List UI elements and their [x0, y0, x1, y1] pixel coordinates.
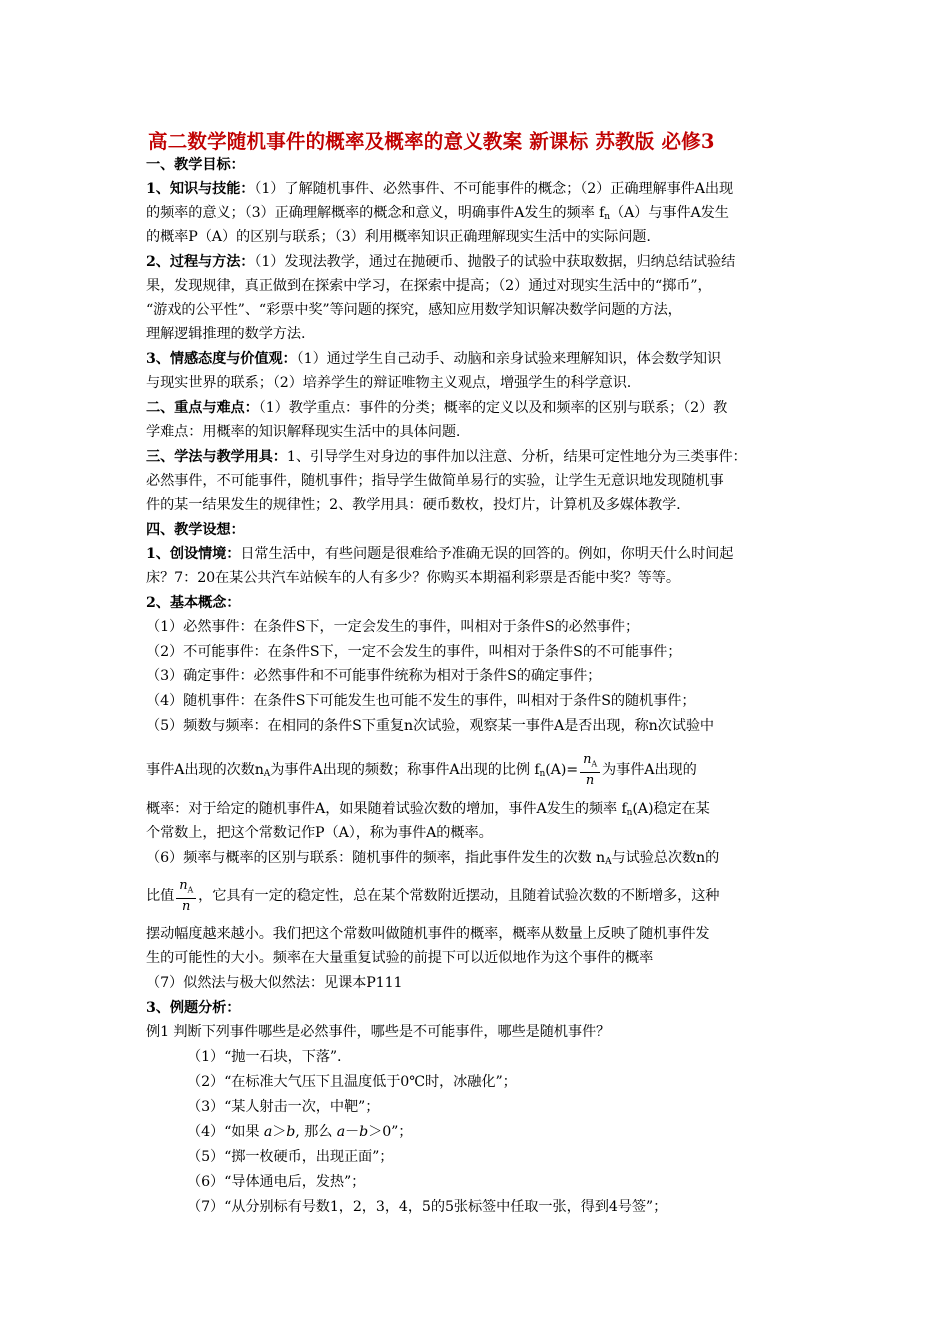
label-process-methods: 2、过程与方法： [146, 254, 255, 270]
concept-determined-event: （3）确定事件：必然事件和不可能事件统称为相对于条件S的确定事件； [146, 668, 602, 684]
text-line-with-fraction [146, 878, 814, 914]
example-item-1: （1）“抛一石块，下落”. [187, 1049, 342, 1065]
text-line: （1）发现法教学，通过在抛硬币、抛骰子的试验中获取数据，归纳总结试验结 [254, 254, 736, 270]
concept-random-event: （4）随机事件：在条件S下可能发生也可能不发生的事件，叫相对于条件S的随机事件； [146, 693, 696, 709]
text-line-part: ，它具有一定的稳定性，总在某个常数附近摆动，且随着试验次数的不断增多，这种 [198, 888, 720, 904]
subscript: A [263, 768, 271, 779]
section-heading-basic-concepts: 2、基本概念： [146, 595, 241, 611]
text-line-part: 的频率的意义；（3）正确理解概率的概念和意义，明确事件A发生的频率 f [146, 205, 605, 221]
text-line-part: （6）频率与概率的区别与联系：随机事件的频率，指此事件发生的次数 n [146, 850, 606, 866]
fraction-numerator [580, 752, 600, 773]
text-line-part: (A)= [545, 761, 579, 778]
paragraph-emotion-values [146, 347, 814, 371]
label-learning-tools: 三、学法与教学用具： [146, 449, 287, 465]
section-heading-examples: 3、例题分析： [146, 1000, 241, 1016]
text-line-part: 比值 [146, 888, 175, 904]
example-item-2: （2）“在标准大气压下且温度低于0℃时，冰融化”； [187, 1074, 517, 1090]
concept-frequency-vs-probability [146, 846, 814, 874]
document-title: 高二数学随机事件的概率及概率的意义教案 新课标 苏教版 必修3 [148, 130, 715, 153]
paragraph-scenario [146, 542, 814, 566]
example-item-4 [187, 1120, 855, 1144]
subscript: n [539, 768, 546, 779]
example-item-5: （5）“掷一枚硬币，出现正面”； [187, 1149, 394, 1165]
paragraph-knowledge-skills [146, 177, 814, 201]
concept-impossible-event: （2）不可能事件：在条件S下，一定不会发生的事件，叫相对于条件S的不可能事件； [146, 644, 682, 660]
text-part: ＞ [272, 1124, 287, 1140]
concept-likelihood: （7）似然法与极大似然法：见课本P111 [146, 975, 403, 991]
variable-b: b [286, 1124, 296, 1140]
text-line-part: 为事件A出现的频数；称事件A出现的比例 f [270, 761, 540, 778]
fraction-numerator-var: n [179, 878, 188, 894]
text-line: 摆动幅度越来越小。我们把这个常数叫做随机事件的概率，概率从数量上反映了随机事件发 [146, 926, 710, 942]
example-item-7: （7）“从分别标有号数1，2，3，4，5的5张标签中任取一张，得到4号签”； [187, 1199, 668, 1215]
text-part: , 那么 [295, 1124, 337, 1140]
subscript: n [626, 808, 633, 818]
fraction-numerator-var: n [583, 752, 592, 767]
label-key-points: 二、重点与难点： [146, 400, 259, 416]
subscript: A [605, 857, 612, 867]
concept-frequency: （5）频数与频率：在相同的条件S下重复n次试验，观察某一事件A是否出现，称n次试验中 [146, 718, 715, 734]
text-line: （1）教学重点：事件的分类；概率的定义以及和频率的区别与联系；（2）教 [258, 400, 728, 416]
label-scenario: 1、创设情境： [146, 546, 241, 562]
concept-certain-event: （1）必然事件：在条件S下，一定会发生的事件，叫相对于条件S的必然事件； [146, 619, 640, 635]
section-heading-teaching-ideas: 四、教学设想： [146, 522, 245, 538]
text-line: 床？7：20在某公共汽车站候车的人有多少？你购买本期福利彩票是否能中奖？等等。 [146, 570, 680, 586]
text-part: （4）“如果 [187, 1124, 264, 1140]
fraction-denominator: n [182, 898, 191, 914]
text-line-part: 为事件A出现的 [602, 761, 697, 778]
section-heading-objectives: 一、教学目标： [146, 157, 245, 173]
variable-a: a [336, 1124, 346, 1140]
text-line: “游戏的公平性”、“彩票中奖”等问题的探究，感知应用数学知识解决数学问题的方法， [146, 302, 682, 318]
text-line: 理解逻辑推理的数学方法. [146, 326, 306, 342]
fraction-nA-over-n [580, 752, 600, 786]
text-line: （1）了解随机事件、必然事件、不可能事件的概念；（2）正确理解事件A出现 [254, 181, 734, 197]
text-line-part: (A)稳定在某 [632, 801, 710, 817]
example-intro: 例1 判断下列事件哪些是必然事件，哪些是不可能事件，哪些是随机事件？ [146, 1024, 611, 1040]
fraction-nA-over-n [176, 878, 196, 914]
fraction-numerator [176, 878, 196, 899]
example-item-3: （3）“某人射击一次，中靶”； [187, 1099, 380, 1115]
paragraph-process-methods [146, 250, 814, 274]
paragraph-key-points [146, 396, 814, 420]
text-part: － [345, 1124, 360, 1140]
text-line-part: （A）与事件A发生 [609, 205, 729, 221]
variable-b: b [359, 1124, 369, 1140]
text-line: 生的可能性的大小。频率在大量重复试验的前提下可以近似地作为这个事件的概率 [146, 950, 654, 966]
paragraph-learning-tools [146, 445, 814, 469]
label-emotion-values: 3、情感态度与价值观： [146, 351, 297, 367]
fraction-denominator: n [585, 772, 595, 786]
text-line-part: 概率：对于给定的随机事件A，如果随着试验次数的增加，事件A发生的频率 f [146, 801, 627, 817]
variable-a: a [263, 1124, 273, 1140]
text-line: 果，发现规律，真正做到在探索中学习，在探索中提高；（2）通过对现实生活中的“掷币”， [146, 278, 712, 294]
text-line: （1）通过学生自己动手、动脑和亲身试验来理解知识，体会数学知识 [296, 351, 722, 367]
text-part: ＞0”； [368, 1124, 413, 1140]
text-line: 件的某一结果发生的规律性；2、教学用具：硬币数枚，投灯片，计算机及多媒体教学. [146, 497, 681, 513]
subscript: A [187, 885, 194, 895]
text-line: 日常生活中，有些问题是很难给予准确无误的回答的。例如，你明天什么时间起 [240, 546, 734, 562]
text-line: 必然事件，不可能事件，随机事件；指导学生做简单易行的实验，让学生无意识地发现随机事 [146, 473, 724, 489]
subscript: n [604, 212, 610, 222]
text-line: 的概率P（A）的区别与联系；（3）利用概率知识正确理解现实生活中的实际问题. [146, 229, 651, 245]
subscript: A [591, 759, 598, 769]
example-item-6: （6）“导体通电后，发热”； [187, 1174, 366, 1190]
text-line-part: 与试验总次数n的 [611, 850, 720, 866]
text-line-with-fraction [146, 752, 814, 786]
label-knowledge-skills: 1、知识与技能： [146, 181, 255, 197]
text-line-part: 事件A出现的次数n [146, 761, 264, 778]
text-line: 1、引导学生对身边的事件加以注意、分析，结果可定性地分为三类事件： [286, 449, 747, 465]
text-line: 个常数上，把这个常数记作P（A），称为事件A的概率。 [146, 825, 493, 841]
text-line: 学难点：用概率的知识解释现实生活中的具体问题. [146, 424, 461, 440]
text-line: 与现实世界的联系；（2）培养学生的辩证唯物主义观点，增强学生的科学意识. [146, 375, 632, 391]
